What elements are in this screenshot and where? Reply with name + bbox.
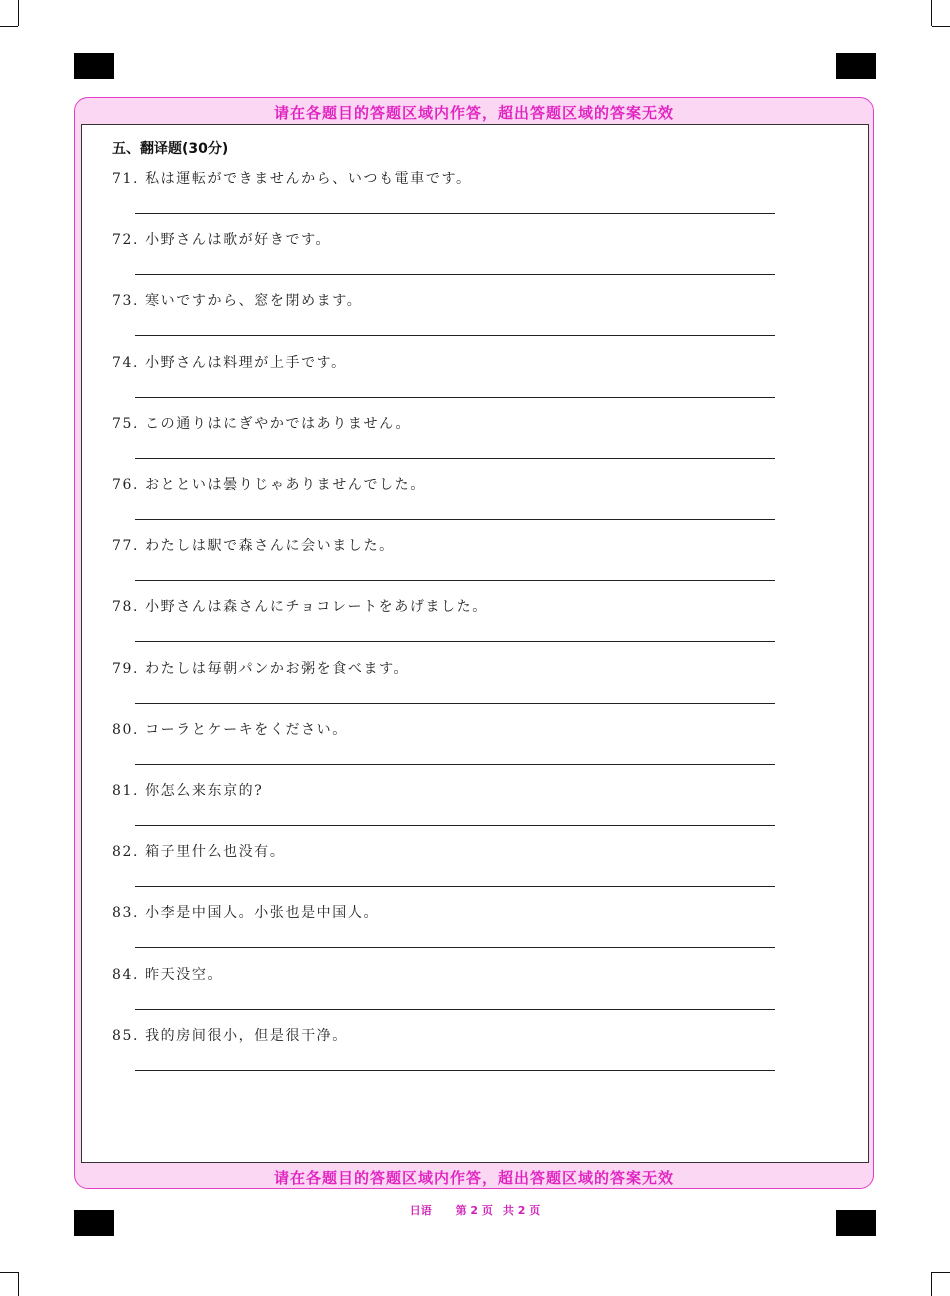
question-item <box>112 168 812 188</box>
question-number: 73. <box>112 293 140 310</box>
answer-line[interactable] <box>135 580 775 581</box>
question-item <box>112 290 812 310</box>
question-text: 昨天没空。 <box>145 966 224 983</box>
question-number: 75. <box>112 415 140 432</box>
question-number: 76. <box>112 477 140 493</box>
question-item <box>112 658 812 678</box>
question-number: 82. <box>112 844 140 861</box>
answer-line[interactable] <box>135 335 775 336</box>
footer-banner: 请在各题目的答题区域内作答，超出答题区域的答案无效 <box>273 1169 674 1187</box>
question-item <box>112 964 812 984</box>
crop-mark-bottom-right-h <box>932 1272 950 1273</box>
question-number: 79. <box>112 660 140 677</box>
header-banner: 请在各题目的答题区域内作答，超出答题区域的答案无效 <box>273 104 674 122</box>
question-item <box>112 596 812 616</box>
answer-line[interactable] <box>135 825 775 826</box>
question-item <box>112 902 812 922</box>
question-number: 85. <box>112 1027 140 1044</box>
crop-mark-bottom-left-h <box>0 1272 18 1273</box>
answer-line[interactable] <box>135 703 775 704</box>
question-text: 箱子里什么也没有。 <box>145 844 286 861</box>
question-text: この通りはにぎやかではありません。 <box>145 415 412 432</box>
question-item <box>112 352 812 372</box>
crop-mark-top-left-h <box>0 26 18 27</box>
answer-line[interactable] <box>135 213 775 214</box>
question-text: 私は運転ができませんから、いつも電車です。 <box>145 171 472 187</box>
question-number: 74. <box>112 354 140 371</box>
answer-line[interactable] <box>135 947 775 948</box>
question-item <box>112 780 812 800</box>
answer-line[interactable] <box>135 1070 775 1071</box>
question-item <box>112 1025 812 1045</box>
footer-page: 第 2 页 <box>455 1204 493 1217</box>
question-text: わたしは駅で森さんに会いました。 <box>145 538 395 555</box>
crop-mark-bottom-left <box>18 1272 19 1296</box>
crop-mark-top-right <box>931 0 932 26</box>
question-text: 寒いですから、窓を閉めます。 <box>145 293 363 310</box>
question-item <box>112 413 812 433</box>
answer-line[interactable] <box>135 519 775 520</box>
answer-line[interactable] <box>135 764 775 765</box>
question-text: 小野さんは歌が好きです。 <box>145 232 332 249</box>
crop-mark-top-left <box>18 0 19 26</box>
answer-line[interactable] <box>135 458 775 459</box>
question-item <box>112 841 812 861</box>
question-item <box>112 229 812 249</box>
question-number: 80. <box>112 721 140 738</box>
footer-total: 共 2 页 <box>502 1204 541 1217</box>
answer-line[interactable] <box>135 397 775 398</box>
question-text: おとといは曇りじゃありませんでした。 <box>145 477 426 493</box>
question-number: 84. <box>112 966 140 983</box>
question-number: 81. <box>112 783 140 799</box>
answer-area <box>81 124 869 1163</box>
crop-mark-top-right-h <box>932 26 950 27</box>
question-text: 小野さんは料理が上手です。 <box>145 354 347 371</box>
question-number: 78. <box>112 599 140 616</box>
question-item <box>112 474 812 494</box>
alignment-marker-top-right <box>836 53 876 79</box>
question-text: わたしは毎朝パンかお粥を食べます。 <box>145 660 410 677</box>
question-text: 小李是中国人。小张也是中国人。 <box>145 905 380 922</box>
alignment-marker-top-left <box>74 53 114 79</box>
question-text: 你怎么来东京的? <box>145 783 264 799</box>
crop-mark-bottom-right <box>931 1272 932 1296</box>
question-text: 小野さんは森さんにチョコレートをあげました。 <box>145 599 488 616</box>
answer-line[interactable] <box>135 1009 775 1010</box>
answer-line[interactable] <box>135 886 775 887</box>
section-title: 五、翻译题(30分) <box>112 141 229 157</box>
question-text: コーラとケーキをください。 <box>145 721 348 738</box>
question-number: 83. <box>112 905 140 922</box>
page-footer <box>0 1202 950 1218</box>
question-text: 我的房间很小，但是很干净。 <box>145 1027 348 1044</box>
answer-line[interactable] <box>135 641 775 642</box>
question-number: 71. <box>112 171 140 187</box>
answer-line[interactable] <box>135 274 775 275</box>
question-number: 72. <box>112 232 140 249</box>
footer-subject: 日语 <box>409 1204 432 1217</box>
question-item <box>112 719 812 739</box>
question-number: 77. <box>112 538 140 555</box>
question-item <box>112 535 812 555</box>
